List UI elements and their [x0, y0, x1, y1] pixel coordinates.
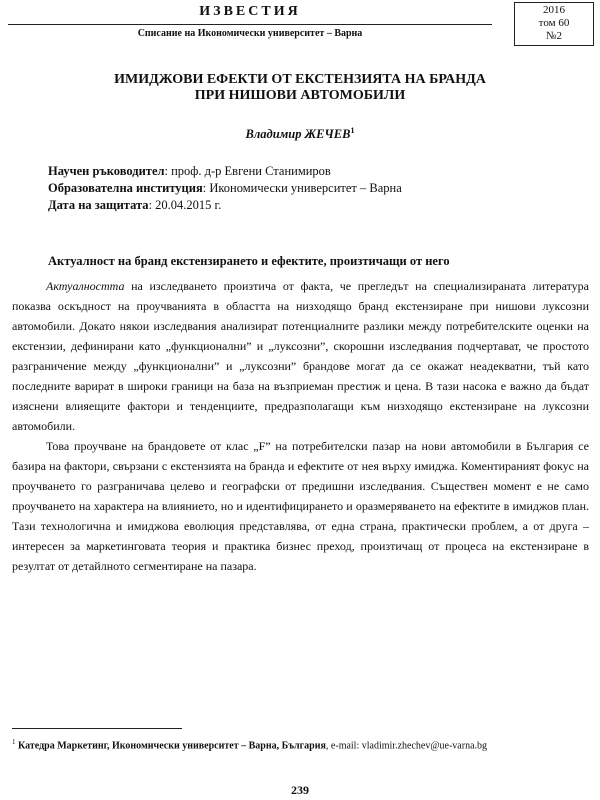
meta-label: Дата на защитата — [48, 198, 149, 212]
issue-box — [514, 2, 594, 46]
footnote — [12, 736, 589, 752]
journal-subtitle: Списание на Икономически университет – Варна — [137, 28, 363, 39]
article-title — [20, 72, 580, 104]
title-line-1: ИМИДЖОВИ ЕФЕКТИ ОТ ЕКСТЕНЗИЯТА НА БРАНДА — [114, 72, 486, 87]
meta-value: : Икономически университет – Варна — [202, 181, 402, 195]
meta-label: Научен ръководител — [48, 164, 165, 178]
meta-defense-date — [48, 197, 568, 214]
author-name: Владимир ЖЕЧЕВ — [245, 127, 351, 142]
footnote-affiliation: Катедра Маркетинг, Икономически университет – Варна, България — [18, 740, 326, 752]
page-number: 239 — [291, 783, 309, 797]
header-rule — [8, 24, 492, 25]
body-text — [12, 276, 589, 576]
footnote-rule — [12, 728, 182, 729]
meta-value: : проф. д-р Евгени Станимиров — [164, 164, 331, 178]
issue-year: 2016 — [543, 4, 565, 16]
paragraph-1 — [12, 276, 589, 436]
meta-institution — [48, 180, 568, 197]
meta-supervisor — [48, 163, 568, 180]
thesis-meta — [48, 163, 568, 214]
issue-volume: том 60 — [538, 17, 570, 29]
author-footnote-mark: 1 — [350, 126, 355, 135]
title-line-2: ПРИ НИШОВИ АВТОМОБИЛИ — [194, 88, 406, 103]
footnote-email: , e-mail: vladimir.zhechev@ue-varna.bg — [325, 740, 488, 752]
issue-number: №2 — [546, 30, 562, 42]
footnote-mark: 1 — [12, 738, 16, 746]
meta-label: Образователна институция — [48, 181, 203, 195]
paragraph-1-lead: Актуалността — [46, 279, 125, 293]
meta-value: : 20.04.2015 г. — [148, 198, 222, 212]
paragraph-1-text: на изследването произтича от факта, че прегледът на специализираната литература показва оскъдност на проучванията в областта на низходящо бранд екстензиране при нишови луксозни автомобили. Докато някои изследвания анализират потенциалните разлики между потребителските оценки на екстензии, дефинирани като „функционални” и „луксозни”, скорошни изследвания подчертават, че простото разграничение между „функционални” и „луксозни” брандове могат да се окажат неадекватни, тъй като последните варират в широки граници на база на възприеман престиж и цена. В тази насока е важно да бъдат изяснени влияещите фактори и тенденциите, предразполагащи към низходящо екстензиране на луксозни автомобили. — [12, 279, 589, 433]
journal-title: ИЗВЕСТИЯ — [199, 4, 301, 19]
paragraph-2: Това проучване на брандовете от клас „F” на потребителски пазар на нови автомобили в България се базира на фактори, свързани с екстензията на бранда и ефектите от нея върху имиджа. Коментираният фокус на проучването го разграничава целево и географски от предишни изследвания. Съществен момент е не само проучването на характера на влиянието, но и идентифицирането и оразмеряването на ефектите в имиджов план. Тази технологична и имиджова еволюция представлява, от една страна, практически проблем, а от друга – интересен за маркетинговата теория и практика бизнес преход, произтичащ от процеса на екстензиране в резултат от детайлното сегментиране на пазара. — [12, 439, 589, 573]
author — [20, 126, 580, 142]
journal-header — [8, 4, 492, 42]
section-heading: Актуалност на бранд екстензирането и ефектите, произтичащи от него — [48, 254, 450, 268]
